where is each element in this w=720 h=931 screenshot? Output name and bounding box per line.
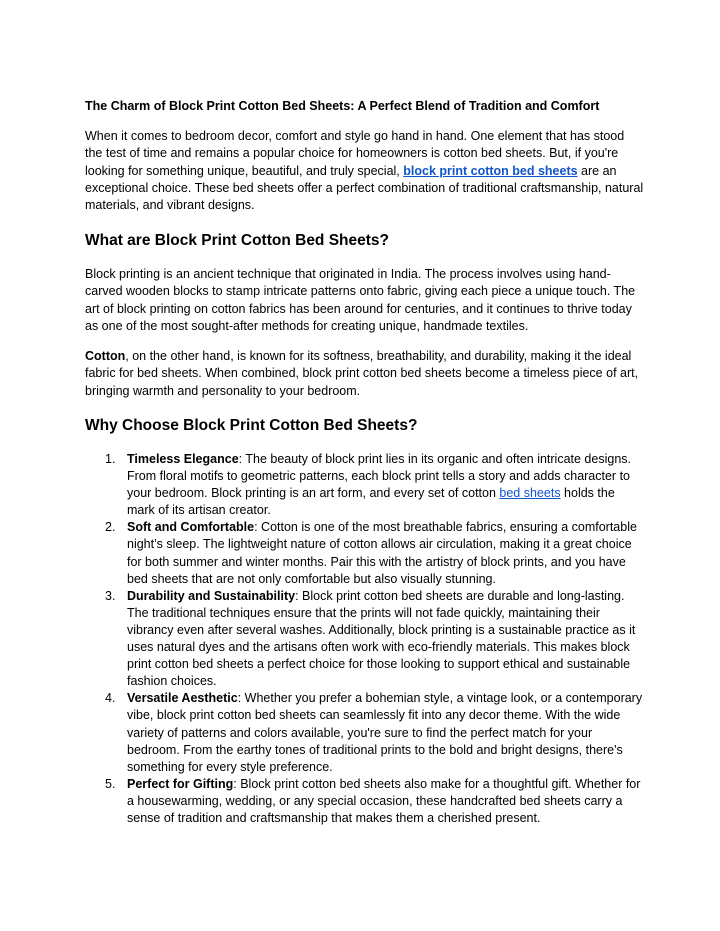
section-heading-what-are: What are Block Print Cotton Bed Sheets? <box>85 232 390 249</box>
list-item-title: Soft and Comfortable <box>127 520 255 535</box>
list-item-text: : The beauty of block print lies in its organic and often intricate designs. From floral motifs to geometric patterns, each block print tells a story and adds character to your bedroom. Block printing is an art form, and every set of cotton <box>127 452 631 501</box>
bed-sheets-link[interactable]: bed sheets <box>499 486 561 501</box>
list-item <box>85 588 645 691</box>
list-item-number: 4. <box>105 691 116 706</box>
list-item <box>85 690 645 775</box>
list-item-number: 2. <box>105 520 116 535</box>
section-heading-why-choose: Why Choose Block Print Cotton Bed Sheets? <box>85 417 418 434</box>
section1-paragraph-2-text: , on the other hand, is known for its softness, breathability, and durability, making it the ideal fabric for bed sheets. When combined, block print cotton bed sheets become a timeless piece of art, bringing warmth and personality to your bedroom. <box>85 349 639 398</box>
list-item-text: : Whether you prefer a bohemian style, a vintage look, or a contemporary vibe, block print cotton bed sheets can seamlessly fit into any decor theme. With the wide variety of patterns and colors available, you're sure to find the perfect match for your bedroom. From the earthy tones of traditional prints to the bold and bright designs, there's something for every style preference. <box>127 691 643 774</box>
list-item <box>85 776 645 827</box>
block-print-cotton-bed-sheets-link[interactable]: block print cotton bed sheets <box>403 163 578 178</box>
document-title: The Charm of Block Print Cotton Bed Sheets: A Perfect Blend of Tradition and Comfort <box>85 99 600 113</box>
list-item-text-after: holds the mark of its artisan creator. <box>127 486 615 518</box>
list-item-number: 3. <box>105 588 116 603</box>
list-item-number: 1. <box>105 452 116 466</box>
section1-paragraph-1: Block printing is an ancient technique that originated in India. The process involves using hand-carved wooden blocks to stamp intricate patterns onto fabric, giving each piece a unique touch. The art of block printing on cotton fabrics has been around for centuries, and it continues to thrive today as one of the most sought-after methods for creating unique, handmade textiles. <box>85 267 636 333</box>
list-item <box>85 519 645 587</box>
list-item-text: : Block print cotton bed sheets are durable and long-lasting. The traditional techniques ensure that the prints will not fade quickly, maintaining their vibrancy even after several washes. Additionally, block printing is a sustainable practice as it uses natural dyes and the artisans often work with eco-friendly materials. This makes block print cotton bed sheets a perfect choice for those looking to support ethical and sustainable fashion choices. <box>127 588 636 689</box>
list-item-title: Durability and Sustainability <box>127 588 296 603</box>
list-item-title: Perfect for Gifting <box>127 776 234 791</box>
reasons-list <box>85 451 645 827</box>
intro-text-after: are an exceptional choice. These bed sheets offer a perfect combination of traditional craftsmanship, natural materials, and vibrant designs. <box>85 163 644 213</box>
intro-paragraph <box>85 128 645 214</box>
cotton-bold-text: Cotton <box>85 349 126 363</box>
list-item-number: 5. <box>105 776 116 791</box>
intro-text-before: When it comes to bedroom decor, comfort and style go hand in hand. One element that has stood the test of time and remains a popular choice for homeowners is cotton bed sheets. But, if you're looking for something unique, beautiful, and truly special, <box>85 129 625 178</box>
list-item-title: Versatile Aesthetic <box>127 691 238 706</box>
list-item <box>85 451 645 519</box>
list-item-title: Timeless Elegance <box>127 452 239 466</box>
list-item-text: : Block print cotton bed sheets also make for a thoughtful gift. Whether for a housewarming, wedding, or any special occasion, these handcrafted bed sheets carry a sense of tradition and craftsmanship that makes them a cherished present. <box>127 776 641 825</box>
list-item-text: : Cotton is one of the most breathable fabrics, ensuring a comfortable night’s sleep. The lightweight nature of cotton allows air circulation, making it a great choice for both summer and winter months. Pair this with the artistry of block prints, and you have bed sheets that are not only comfortable but also visually stunning. <box>127 520 637 586</box>
section1-paragraph-2 <box>85 348 645 400</box>
